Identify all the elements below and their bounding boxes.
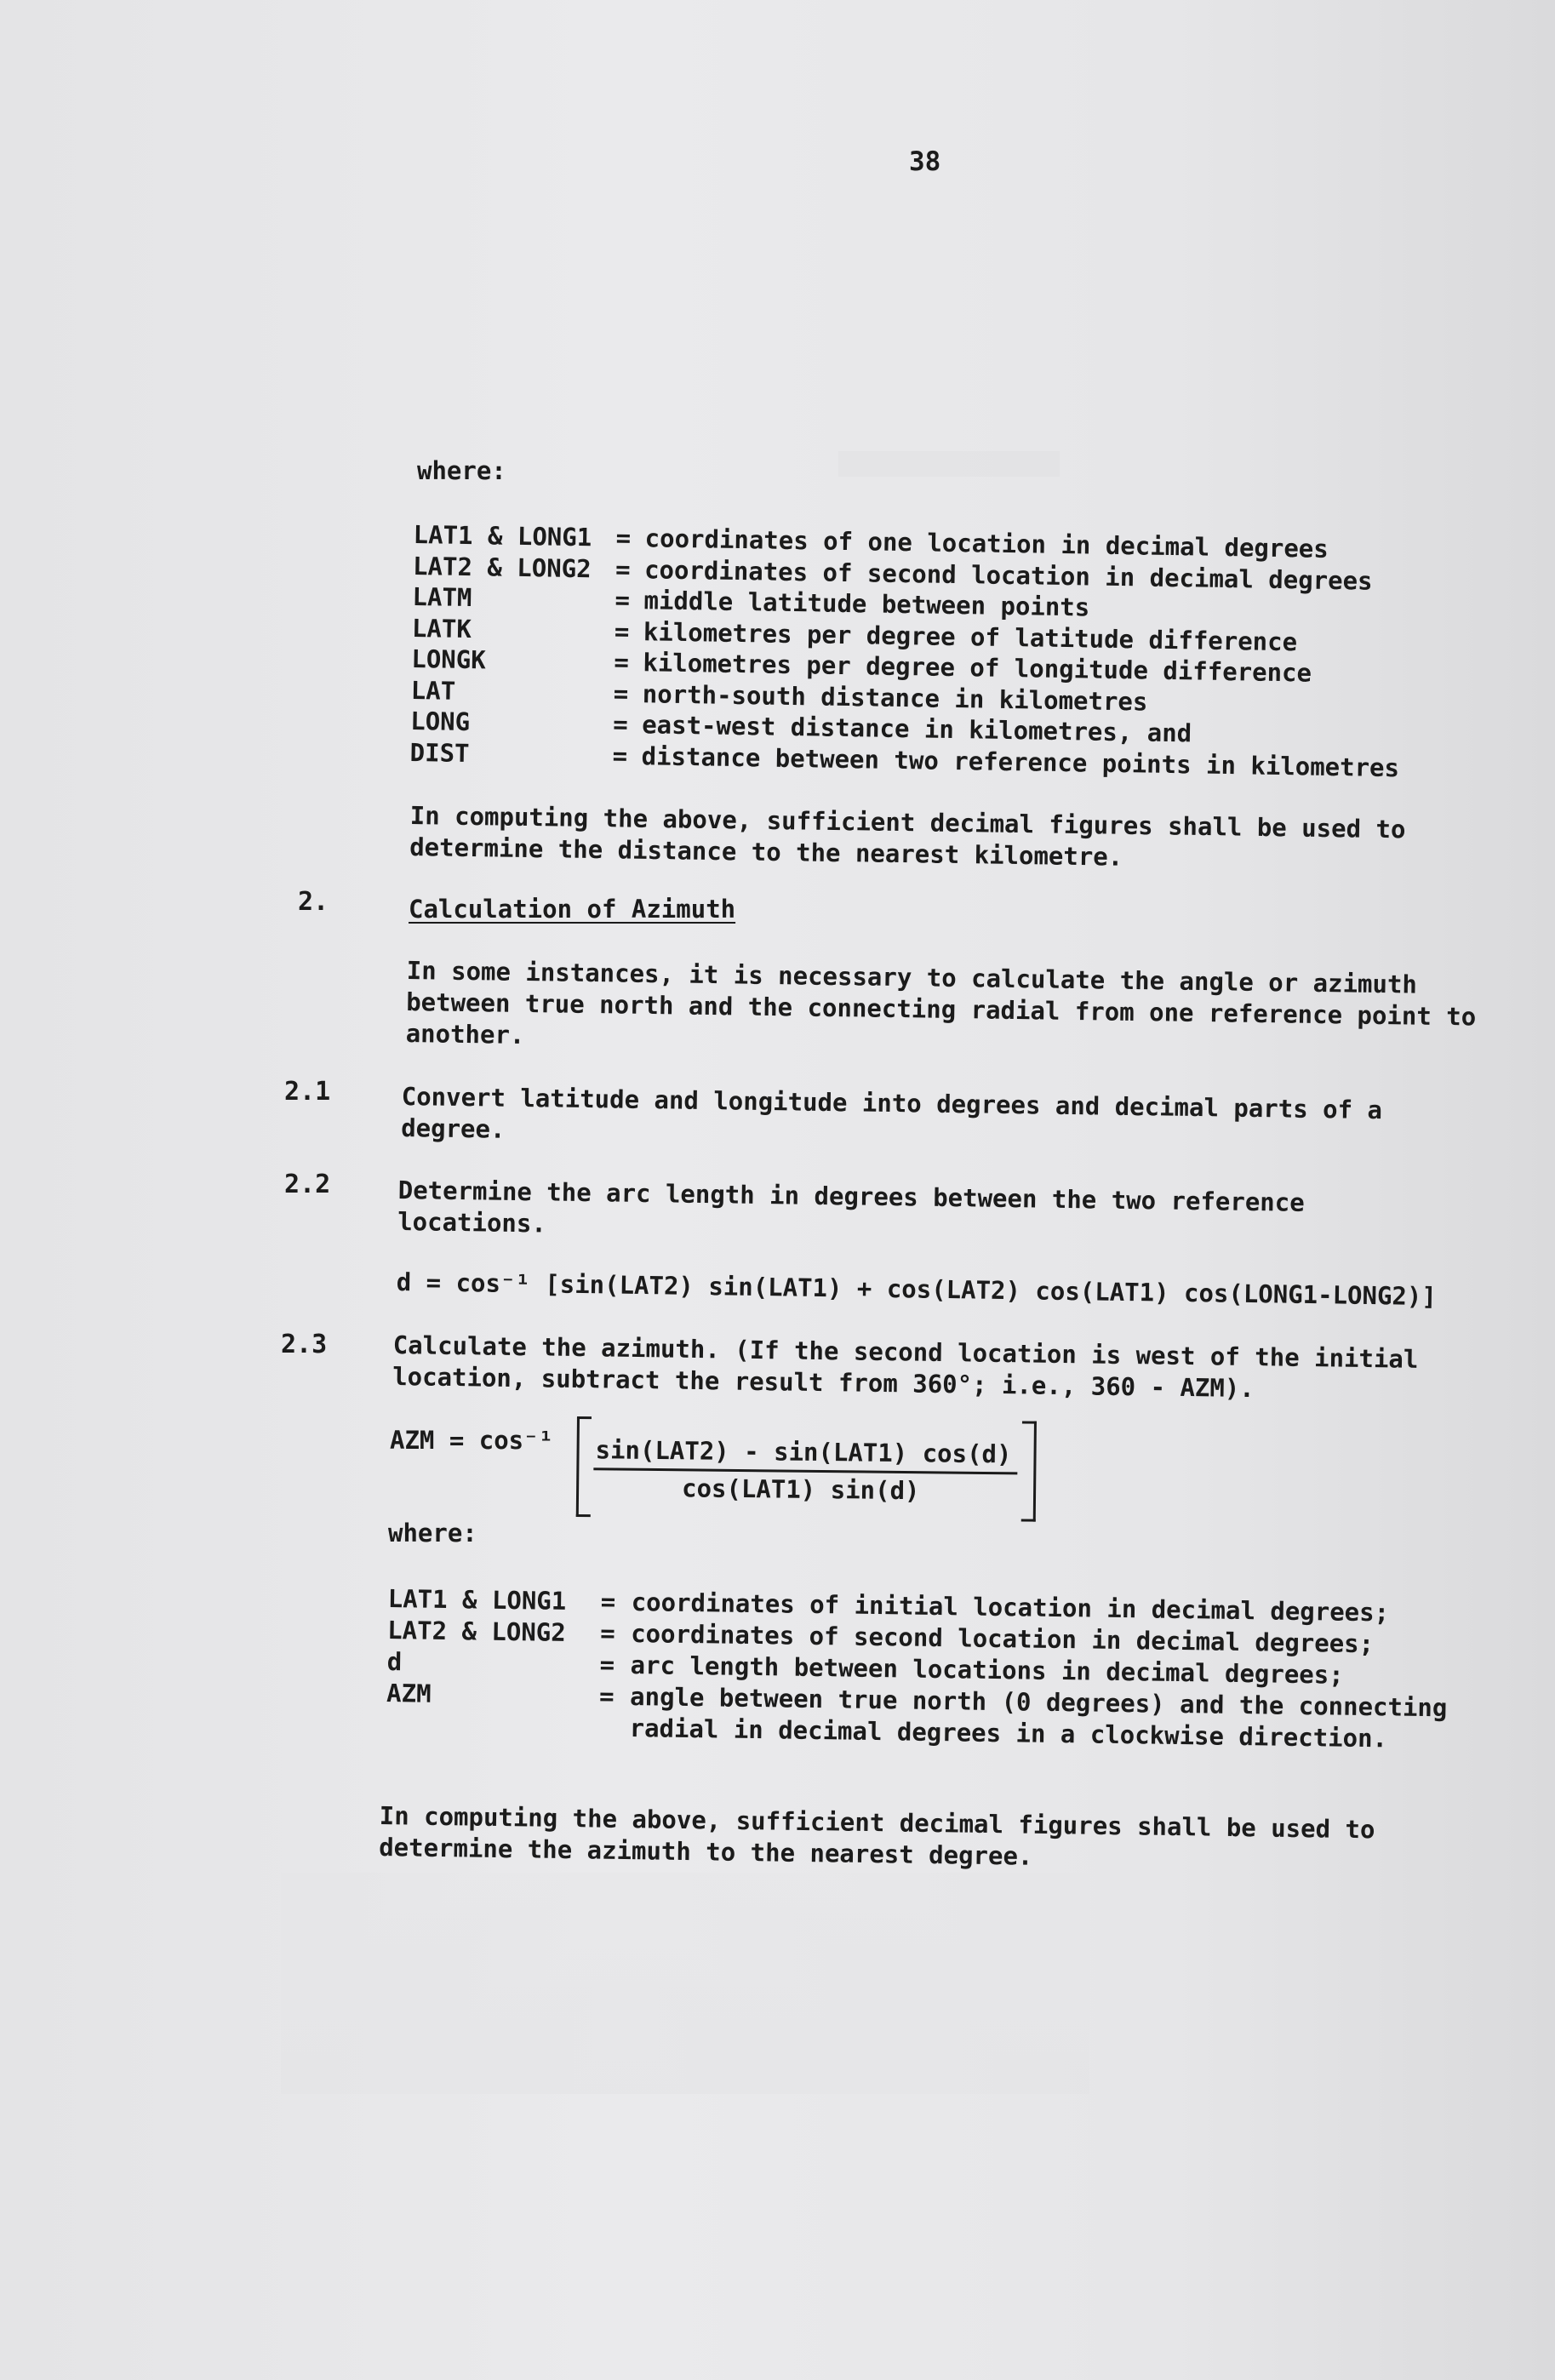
definitions-list-distance	[409, 519, 1403, 783]
section-2-3-text: Calculate the azimuth. (If the second location is west of the initial location, subtract the result from 360°; i.e., 360 - AZM).	[392, 1330, 1419, 1404]
where-label: where:	[388, 1519, 477, 1548]
definition-row: DIST = distance between two reference points in kilometres	[409, 737, 1400, 782]
definition-row: LAT1 & LONG1 = coordinates of one location in decimal degrees	[413, 519, 1329, 564]
section-2-paragraph: In some instances, it is necessary to calculate the angle or azimuth between true north and the connecting radial from one reference point to another.	[405, 955, 1477, 1050]
definition-row: d = arc length between locations in decimal degrees;	[386, 1646, 1344, 1690]
fraction-numerator: sin(LAT2) - sin(LAT1) cos(d)	[595, 1435, 1012, 1469]
fraction-bar	[593, 1467, 1017, 1474]
definition-row: LAT2 & LONG2 = coordinates of second location in decimal degrees;	[386, 1615, 1375, 1659]
fraction-denominator: cos(LAT1) sin(d)	[681, 1473, 920, 1506]
arc-length-formula: d = cos⁻¹ [sin(LAT2) sin(LAT1) + cos(LAT2) cos(LAT1) cos(LONG1-LONG2)]	[396, 1267, 1438, 1312]
computing-note-distance: In computing the above, sufficient decimal figures shall be used to determine the distance to the nearest kilometre.	[409, 800, 1406, 872]
left-bracket	[576, 1416, 592, 1517]
azimuth-formula-fraction	[576, 1416, 1037, 1522]
section-2-3-number: 2.3	[281, 1330, 328, 1359]
definition-row: AZM = angle between true north (0 degrees) and the connecting radial in decimal degrees in a clockwise direction.	[386, 1678, 1448, 1754]
definition-row: LONG = east-west distance in kilometres, and	[410, 706, 1192, 748]
where-label: where:	[417, 456, 506, 485]
definitions-list-azimuth	[386, 1583, 1490, 1756]
right-bracket	[1021, 1421, 1037, 1521]
section-2-number: 2.	[298, 887, 329, 917]
page-number: 38	[909, 146, 941, 177]
azimuth-formula-lhs: AZM = cos⁻¹	[390, 1426, 554, 1455]
definition-row: LATK = kilometres per degree of latitude difference	[411, 613, 1298, 656]
definition-row: LATM = middle latitude between points	[412, 581, 1090, 622]
section-2-title: Calculation of Azimuth	[409, 895, 736, 924]
section-2-1-text: Convert latitude and longitude into degrees and decimal parts of a degree.	[400, 1081, 1383, 1144]
section-2-2-text: Determine the arc length in degrees between the two reference locations.	[397, 1175, 1305, 1239]
definition-row: LONGK = kilometres per degree of longitude difference	[411, 644, 1312, 688]
section-2-1-number: 2.1	[284, 1077, 331, 1107]
computing-note-azimuth: In computing the above, sufficient decimal figures shall be used to determine the azimuth to the nearest degree.	[378, 1801, 1375, 1871]
definition-row: LAT1 & LONG1 = coordinates of initial location in decimal degrees;	[387, 1583, 1390, 1628]
section-2-2-number: 2.2	[284, 1170, 331, 1199]
definition-row: LAT = north-south distance in kilometres	[410, 675, 1148, 717]
definition-row: LAT2 & LONG2 = coordinates of second location in decimal degrees	[412, 551, 1373, 596]
